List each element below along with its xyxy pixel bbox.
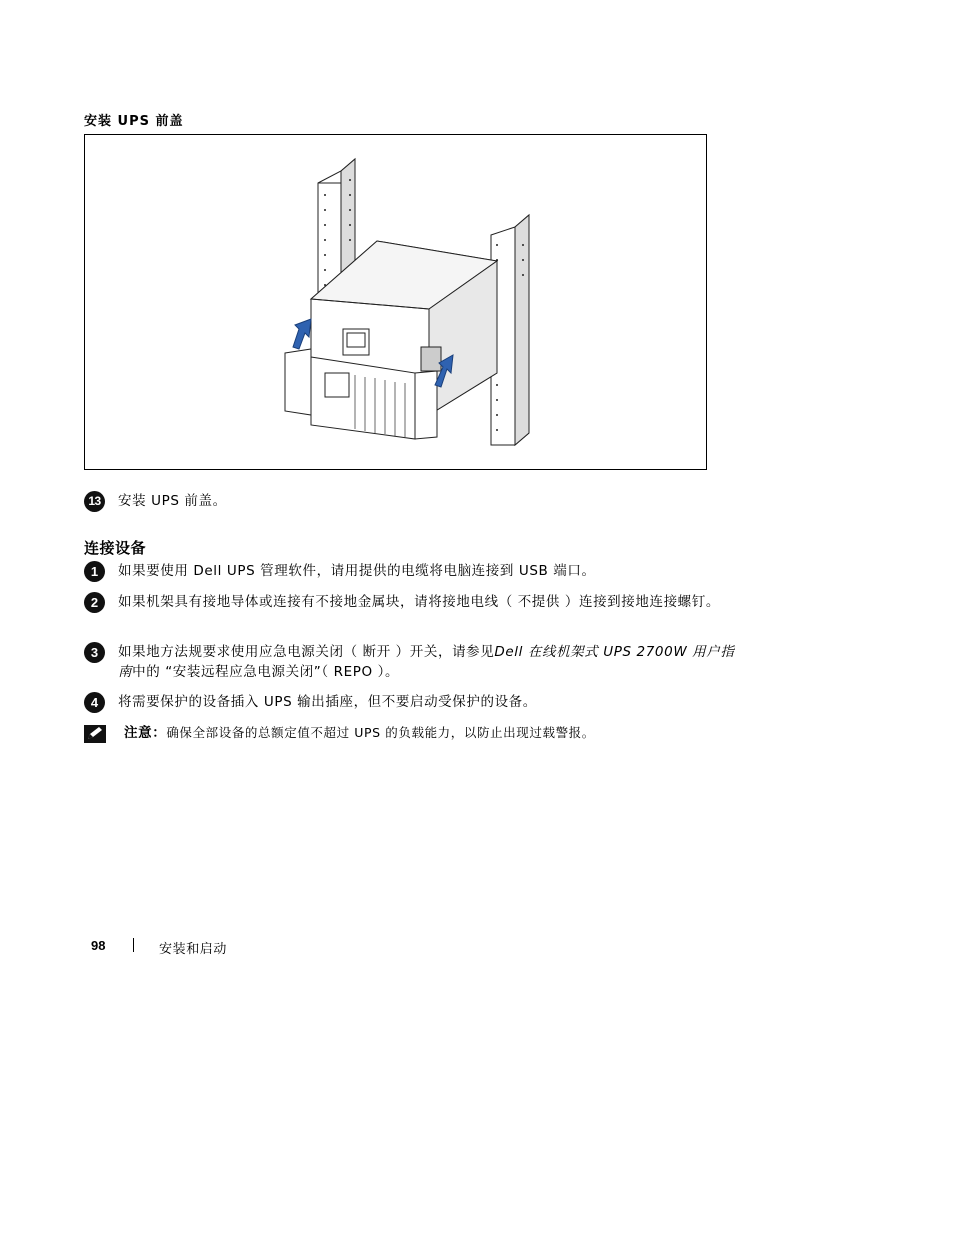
front-cover-left-cap (285, 349, 311, 415)
section-heading: 连接设备 (84, 539, 147, 557)
left-arrow (293, 319, 311, 349)
note-pencil-icon (84, 725, 106, 743)
footer-chapter-title: 安装和启动 (159, 942, 228, 957)
step-4-text: 将需要保护的设备插入 UPS 输出插座，但不要启动受保护的设备。 (118, 694, 537, 710)
step-2 (84, 592, 744, 612)
footer-separator (133, 938, 134, 952)
figure-frame (84, 134, 707, 470)
step-13-text: 安装 UPS 前盖。 (118, 493, 227, 509)
ups-front-cover-illustration (85, 135, 708, 471)
step-2-text: 如果机架具有接地导体或连接有不接地金属块，请将接地电线（ 不提供 ）连接到接地连接螺钉。 (118, 594, 720, 610)
step-13-badge: 13 (84, 491, 105, 512)
note-block (84, 723, 744, 743)
step-3 (84, 642, 744, 682)
step-3-badge: 3 (84, 642, 105, 663)
step-1-text: 如果要使用 Dell UPS 管理软件，请用提供的电缆将电脑连接到 USB 端口。 (118, 563, 596, 579)
step-4-badge: 4 (84, 692, 105, 713)
page-number: 98 (91, 938, 106, 953)
note-text: 确保全部设备的总额定值不超过 UPS 的负载能力，以防止出现过载警报。 (166, 725, 595, 740)
step-2-badge: 2 (84, 592, 105, 613)
step-3-text (118, 642, 744, 682)
step-1 (84, 561, 744, 581)
front-cover-right-cap (415, 371, 437, 439)
note-label: 注意： (124, 725, 167, 741)
step-3-text-after: 中的 “安装远程应急电源关闭”（ REPO ）。 (132, 664, 400, 680)
user-guide-reference: Dell 在线机架式 UPS 2700W 用户指南 (118, 644, 735, 680)
step-4 (84, 692, 744, 712)
step-3-text-before: 如果地方法规要求使用应急电源关闭（ 断开 ）开关，请参见 (118, 644, 495, 660)
figure-caption: 安装 UPS 前盖 (84, 114, 184, 129)
step-1-badge: 1 (84, 561, 105, 582)
step-13 (84, 491, 744, 511)
